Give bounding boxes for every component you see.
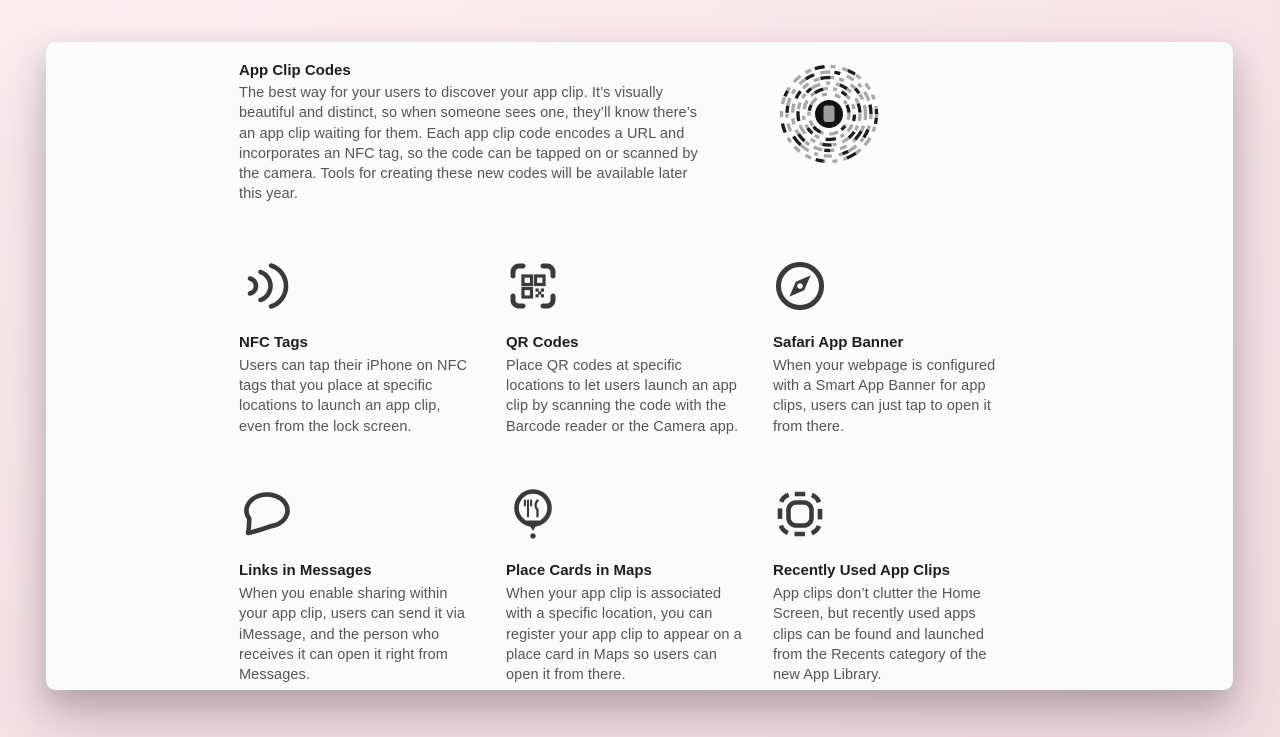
card-content — [239, 60, 1189, 685]
feature-title: NFC Tags — [239, 333, 308, 351]
content-card — [46, 42, 1233, 690]
feature-description: When your webpage is configured with a Smart App Banner for app clips, users can just tap to open it from there. — [773, 357, 996, 435]
feature-cell-safari-app-banner — [773, 259, 1009, 437]
feature-cell-nfc-tags — [239, 259, 475, 437]
header-text-block — [239, 60, 711, 205]
feature-title: Recently Used App Clips — [773, 561, 950, 579]
app-clips-logo-icon — [773, 487, 1009, 544]
feature-cell-place-cards-in-maps — [506, 487, 742, 685]
qr-code-icon — [506, 259, 742, 316]
app-clip-code-icon — [779, 64, 879, 164]
feature-cell-qr-codes — [506, 259, 742, 437]
feature-grid — [239, 259, 1189, 686]
feature-description: Place QR codes at specific locations to let users launch an app clip by scanning the code with the Barcode reader or the Camera app. — [506, 357, 739, 435]
feature-title: Safari App Banner — [773, 333, 904, 351]
feature-description: When your app clip is associated with a specific location, you can register your app clip to appear on a place card in Maps so users can open it from there. — [506, 585, 742, 684]
feature-cell-recently-used-app-clips — [773, 487, 1009, 685]
feature-cell-links-in-messages — [239, 487, 475, 685]
page-description: The best way for your users to discover your app clip. It’s visually beautiful and distinct, so when someone sees one, they’ll know there’s an app clip waiting for them. Each app clip code encodes a URL and incorporates an NFC tag, so the code can be tapped on or scanned by the camera. Tools for creating these new codes will be available later this year. — [239, 85, 698, 203]
feature-description: App clips don’t clutter the Home Screen, but recently used apps clips can be found and launched from the Recents category of the new App Library. — [773, 585, 987, 684]
feature-title: QR Codes — [506, 333, 579, 351]
map-pin-restaurant-icon — [506, 487, 742, 544]
message-bubble-icon — [239, 487, 475, 544]
feature-title: Links in Messages — [239, 561, 372, 579]
page-title: App Clip Codes — [239, 62, 351, 79]
feature-description: Users can tap their iPhone on NFC tags that you place at specific locations to launch an app clip, even from the lock screen. — [239, 357, 468, 435]
nfc-waves-icon — [239, 259, 475, 316]
header-section — [239, 60, 1189, 205]
feature-title: Place Cards in Maps — [506, 561, 652, 579]
safari-compass-icon — [773, 259, 1009, 316]
feature-description: When you enable sharing within your app clip, users can send it via iMessage, and the person who receives it can open it right from Messages. — [239, 585, 466, 684]
